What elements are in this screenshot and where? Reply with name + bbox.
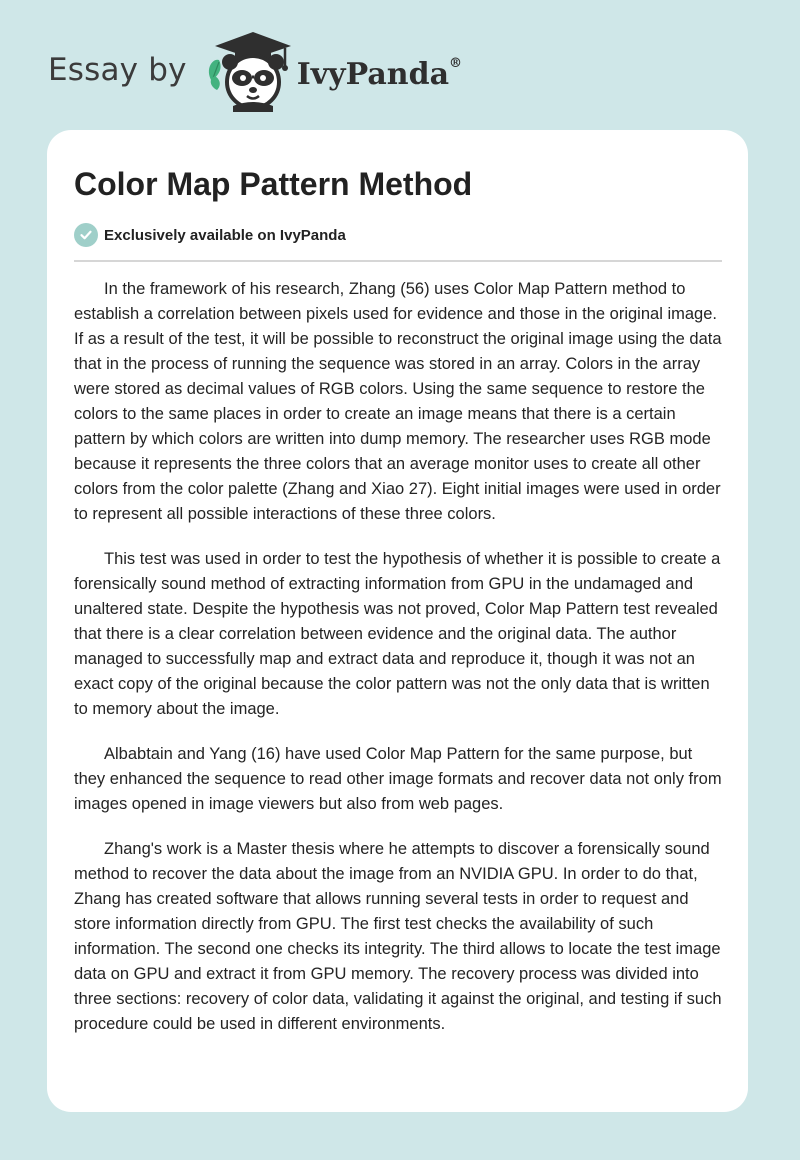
brand-name bbox=[297, 57, 462, 92]
paragraph-4: Zhang's work is a Master thesis where he attempts to discover a forensically sound method to recover the data about the image from an NVIDIA GPU. In order to do that, Zhang has created software that allows running several tests in order to request and store information directly from GPU. The first test checks the availability of such information. The second one checks its integrity. The third allows to locate the test image data on GPU and extract it from GPU memory. The recovery process was divided into three sections: recovery of color data, validating it against the original, and testing if such procedure could be used in different environments. bbox=[74, 840, 722, 1033]
registered-mark: ® bbox=[449, 55, 463, 71]
paragraph-2: This test was used in order to test the hypothesis of whether it is possible to create a forensically sound method of extracting information from GPU in the undamaged and unaltered state. Despite the hypothesis was not proved, Color Map Pattern test revealed that there is a clear correlation between evidence and the original data. The author managed to successfully map and extract data and reproduce it, though it was not an exact copy of the original because the color pattern was not the only data that is written to memory about the image. bbox=[74, 550, 721, 718]
ivypanda-logo[interactable] bbox=[203, 28, 462, 112]
essay-body bbox=[74, 277, 722, 1037]
divider bbox=[74, 260, 722, 262]
brand-name-text: IvyPanda bbox=[296, 56, 450, 92]
paragraph-1: In the framework of his research, Zhang (56) uses Color Map Pattern method to establish a correlation between pixels used for evidence and those in the original image. If as a result of the test, it will be possible to reconstruct the original image using the data that in the process of running the sequence was stored in an array. Colors in the array were stored as decimal values of RGB colors. Using the same sequence to restore the colors to the same places in order to create an image means that there is a certain pattern by which colors are written into dump memory. The researcher uses RGB mode because it represents the three colors that an average monitor uses to create all other colors from the color palette (Zhang and Xiao 27). Eight initial images were used in order to represent all possible interactions of these three colors. bbox=[74, 280, 722, 523]
exclusive-badge bbox=[74, 223, 722, 247]
essay-card bbox=[47, 130, 748, 1112]
essay-by-label: Essay by bbox=[48, 52, 187, 88]
site-header bbox=[48, 28, 462, 112]
paragraph-3: Albabtain and Yang (16) have used Color Map Pattern for the same purpose, but they enhanced the sequence to read other image formats and recover data not only from images opened in image viewers but also from web pages. bbox=[74, 745, 722, 813]
check-circle-icon bbox=[74, 223, 98, 247]
page-title: Color Map Pattern Method bbox=[74, 166, 473, 202]
panda-graduate-logo-icon bbox=[203, 28, 295, 112]
exclusive-badge-text: Exclusively available on IvyPanda bbox=[104, 226, 346, 244]
